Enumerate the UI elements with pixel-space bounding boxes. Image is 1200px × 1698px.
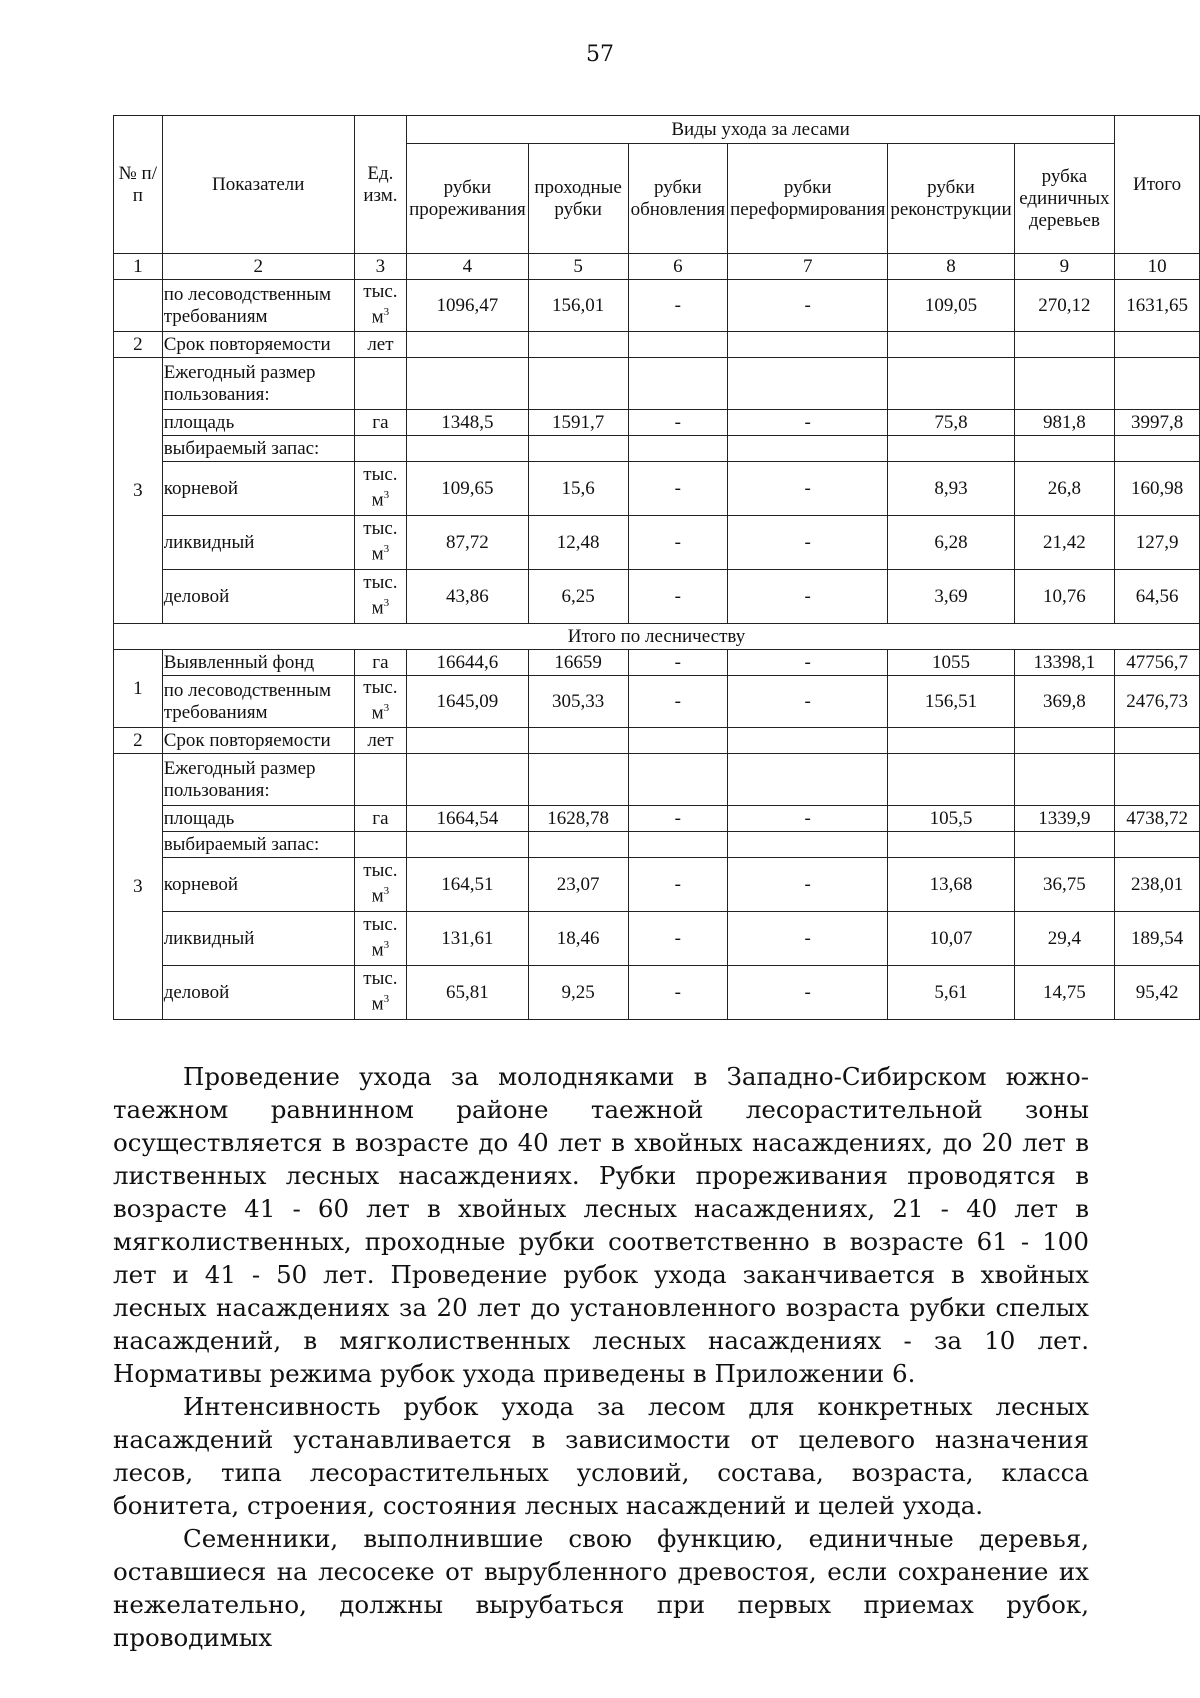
- row-label: выбираемый запас:: [162, 832, 354, 858]
- forest-care-table: [113, 115, 1200, 1020]
- cell: -: [628, 806, 728, 832]
- cell: 10,76: [1014, 570, 1115, 624]
- table-row: [114, 676, 1200, 728]
- cell: -: [628, 280, 728, 332]
- cell: 2476,73: [1115, 676, 1200, 728]
- cell: 156,01: [528, 280, 628, 332]
- unit-cell: тыс. $м^3$: [354, 912, 406, 966]
- paragraph: Проведение ухода за молодняками в Западно-Сибирском южно-таежном равнинном районе таежной лесорастительной зоны осуществляется в возрасте до 40 лет в хвойных насаждениях, до 20 лет в лиственных лесных насаждениях. Рубки прореживания проводятся в возрасте 41 - 60 лет в хвойных лесных насаждениях, 21 - 40 лет в мягколиственных, проходные рубки соответственно в возрасте 61 - 100 лет и 41 - 50 лет. Проведение рубок ухода заканчивается в хвойных лесных насаждениях за 20 лет до установленного возраста рубки спелых насаждений, в мягколиственных лесных насаждениях - за 10 лет. Нормативы режима рубок ухода приведены в Приложении 6.: [113, 1062, 1089, 1388]
- header-care-types: Виды ухода за лесами: [407, 116, 1115, 144]
- header-col-6: рубки обновления: [628, 144, 728, 254]
- colnum: 2: [162, 254, 354, 280]
- cell: -: [728, 570, 888, 624]
- cell: 6,25: [528, 570, 628, 624]
- cell: 95,42: [1115, 966, 1200, 1020]
- cell: -: [628, 410, 728, 436]
- cell: 1339,9: [1014, 806, 1115, 832]
- table-row: [114, 358, 1200, 410]
- header-col-7: рубки переформирования: [728, 144, 888, 254]
- cell: 36,75: [1014, 858, 1115, 912]
- cell: 64,56: [1115, 570, 1200, 624]
- section-title: Итого по лесничеству: [114, 624, 1200, 650]
- header-col-4: рубки прореживания: [407, 144, 529, 254]
- cell: 1591,7: [528, 410, 628, 436]
- cell: 26,8: [1014, 462, 1115, 516]
- section-row: [114, 624, 1200, 650]
- cell: -: [728, 912, 888, 966]
- cell: 43,86: [407, 570, 529, 624]
- cell: -: [728, 806, 888, 832]
- cell: 156,51: [888, 676, 1014, 728]
- row-label: Выявленный фонд: [162, 650, 354, 676]
- row-label: выбираемый запас:: [162, 436, 354, 462]
- unit-cell: тыс. $м^3$: [354, 858, 406, 912]
- cell: 1664,54: [407, 806, 529, 832]
- cell: 5,61: [888, 966, 1014, 1020]
- cell: 164,51: [407, 858, 529, 912]
- unit-cell: га: [354, 410, 406, 436]
- unit-cell: тыс. $м^3$: [354, 676, 406, 728]
- colnum: 8: [888, 254, 1014, 280]
- table-row: [114, 966, 1200, 1020]
- table-row: [114, 462, 1200, 516]
- row-label: ликвидный: [162, 516, 354, 570]
- paragraph: Семенники, выполнившие свою функцию, единичные деревья, оставшиеся на лесосеке от вырубленного древостоя, если сохранение их нежелательно, должны вырубаться при первых приемах рубок, проводимых: [113, 1524, 1089, 1652]
- cell: 6,28: [888, 516, 1014, 570]
- cell: 29,4: [1014, 912, 1115, 966]
- cell: 189,54: [1115, 912, 1200, 966]
- cell: 1348,5: [407, 410, 529, 436]
- cell: -: [728, 410, 888, 436]
- cell: 1055: [888, 650, 1014, 676]
- cell: 87,72: [407, 516, 529, 570]
- colnum: 3: [354, 254, 406, 280]
- cell: 1631,65: [1115, 280, 1200, 332]
- table-row: [114, 436, 1200, 462]
- header-col-9: рубка единичных деревьев: [1014, 144, 1115, 254]
- cell: -: [628, 570, 728, 624]
- table-row: [114, 280, 1200, 332]
- header-indicator: Показатели: [162, 116, 354, 254]
- row-num: 2: [114, 332, 163, 358]
- cell: 21,42: [1014, 516, 1115, 570]
- unit-cell: тыс. $м^3$: [354, 966, 406, 1020]
- row-label: ликвидный: [162, 912, 354, 966]
- row-label: площадь: [162, 410, 354, 436]
- cell: 13398,1: [1014, 650, 1115, 676]
- cell: 3997,8: [1115, 410, 1200, 436]
- cell: 105,5: [888, 806, 1014, 832]
- row-num: 1: [114, 650, 163, 728]
- table-row: [114, 410, 1200, 436]
- cell: -: [728, 516, 888, 570]
- colnum: 10: [1115, 254, 1200, 280]
- unit-cell: лет: [354, 332, 406, 358]
- cell: 9,25: [528, 966, 628, 1020]
- cell: -: [628, 966, 728, 1020]
- cell: 10,07: [888, 912, 1014, 966]
- page-number: 57: [586, 42, 614, 67]
- unit-cell: тыс. $м^3$: [354, 570, 406, 624]
- row-label: Срок повторяемости: [162, 728, 354, 754]
- cell: -: [728, 650, 888, 676]
- header-num: № п/п: [114, 116, 163, 254]
- row-label: корневой: [162, 462, 354, 516]
- table-row: [114, 332, 1200, 358]
- cell: 75,8: [888, 410, 1014, 436]
- cell: 4738,72: [1115, 806, 1200, 832]
- column-number-row: [114, 254, 1200, 280]
- cell: 109,65: [407, 462, 529, 516]
- table-row: [114, 912, 1200, 966]
- cell: -: [728, 280, 888, 332]
- cell: 1645,09: [407, 676, 529, 728]
- cell: 16659: [528, 650, 628, 676]
- cell: 15,6: [528, 462, 628, 516]
- colnum: 4: [407, 254, 529, 280]
- cell: -: [628, 650, 728, 676]
- cell: -: [728, 858, 888, 912]
- cell: 109,05: [888, 280, 1014, 332]
- cell: 8,93: [888, 462, 1014, 516]
- unit-cell: тыс. $м^3$: [354, 280, 406, 332]
- row-label: Срок повторяемости: [162, 332, 354, 358]
- cell: 369,8: [1014, 676, 1115, 728]
- cell: 131,61: [407, 912, 529, 966]
- cell: 1096,47: [407, 280, 529, 332]
- cell: -: [628, 912, 728, 966]
- cell: -: [628, 858, 728, 912]
- table-row: [114, 516, 1200, 570]
- colnum: 9: [1014, 254, 1115, 280]
- cell: -: [728, 676, 888, 728]
- row-num: 3: [114, 754, 163, 1020]
- row-label: по лесоводственным требованиям: [162, 676, 354, 728]
- cell: 238,01: [1115, 858, 1200, 912]
- cell: 14,75: [1014, 966, 1115, 1020]
- cell: 127,9: [1115, 516, 1200, 570]
- row-label: площадь: [162, 806, 354, 832]
- cell: 160,98: [1115, 462, 1200, 516]
- cell: 270,12: [1014, 280, 1115, 332]
- row-label: Ежегодный размер пользования:: [162, 754, 354, 806]
- table-row: [114, 728, 1200, 754]
- cell: 16644,6: [407, 650, 529, 676]
- row-label: по лесоводственным требованиям: [162, 280, 354, 332]
- unit-cell: тыс. $м^3$: [354, 462, 406, 516]
- unit-cell: га: [354, 806, 406, 832]
- header-col-5: проходные рубки: [528, 144, 628, 254]
- colnum: 6: [628, 254, 728, 280]
- table-row: [114, 570, 1200, 624]
- table-row: [114, 806, 1200, 832]
- header-total: Итого: [1115, 116, 1200, 254]
- row-num: 3: [114, 358, 163, 624]
- table-row: [114, 650, 1200, 676]
- cell: -: [728, 966, 888, 1020]
- unit-cell: лет: [354, 728, 406, 754]
- body-text: [113, 1060, 1089, 1654]
- cell: 12,48: [528, 516, 628, 570]
- row-label: деловой: [162, 570, 354, 624]
- unit-cell: тыс. $м^3$: [354, 516, 406, 570]
- cell: 305,33: [528, 676, 628, 728]
- row-label: деловой: [162, 966, 354, 1020]
- colnum: 5: [528, 254, 628, 280]
- cell: -: [628, 676, 728, 728]
- cell: 1628,78: [528, 806, 628, 832]
- row-label: корневой: [162, 858, 354, 912]
- cell: 18,46: [528, 912, 628, 966]
- header-col-8: рубки реконструкции: [888, 144, 1014, 254]
- row-label: Ежегодный размер пользования:: [162, 358, 354, 410]
- cell: 3,69: [888, 570, 1014, 624]
- cell: 981,8: [1014, 410, 1115, 436]
- cell: -: [628, 516, 728, 570]
- table-row: [114, 832, 1200, 858]
- paragraph: Интенсивность рубок ухода за лесом для конкретных лесных насаждений устанавливается в зависимости от целевого назначения лесов, типа лесорастительных условий, состава, возраста, класса бонитета, строения, состояния лесных насаждений и целей ухода.: [113, 1392, 1089, 1520]
- cell: 13,68: [888, 858, 1014, 912]
- cell: 65,81: [407, 966, 529, 1020]
- cell: -: [728, 462, 888, 516]
- cell: 47756,7: [1115, 650, 1200, 676]
- unit-cell: га: [354, 650, 406, 676]
- header-unit: Ед. изм.: [354, 116, 406, 254]
- cell: -: [628, 462, 728, 516]
- cell: 23,07: [528, 858, 628, 912]
- colnum: 1: [114, 254, 163, 280]
- table-row: [114, 754, 1200, 806]
- colnum: 7: [728, 254, 888, 280]
- table-row: [114, 858, 1200, 912]
- row-num: 2: [114, 728, 163, 754]
